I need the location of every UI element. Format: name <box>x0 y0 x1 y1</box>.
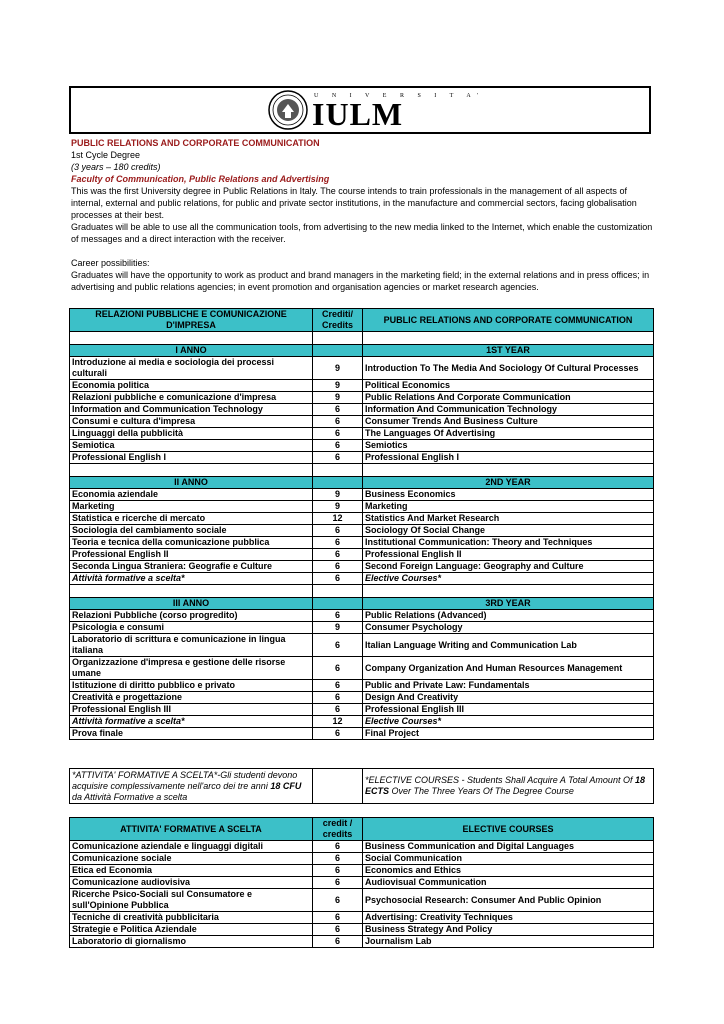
course-en: Company Organization And Human Resources Management <box>363 657 654 680</box>
year-it: I ANNO <box>70 345 313 357</box>
table-row <box>70 877 654 889</box>
table-row <box>70 404 654 416</box>
course-credits: 6 <box>313 573 363 585</box>
course-it: Prova finale <box>70 728 313 740</box>
course-en: Business Strategy And Policy <box>363 924 654 936</box>
course-credits: 6 <box>313 561 363 573</box>
year-en: 1ST YEAR <box>363 345 654 357</box>
course-credits: 6 <box>313 704 363 716</box>
course-credits: 6 <box>313 404 363 416</box>
course-en: Institutional Communication: Theory and Techniques <box>363 537 654 549</box>
year-en: 3RD YEAR <box>363 598 654 610</box>
header-credits: Crediti/ Credits <box>313 309 363 332</box>
course-it: Economia aziendale <box>70 489 313 501</box>
course-it: Semiotica <box>70 440 313 452</box>
table-row <box>70 657 654 680</box>
table-row <box>70 704 654 716</box>
intro-paragraph-2: Graduates will be able to use all the communication tools, from advertising to the new media linked to the Internet, which enable the customization of messages and a direct interaction with the receiver. <box>71 222 653 244</box>
course-credits: 6 <box>313 889 363 912</box>
table-row <box>70 537 654 549</box>
course-en: Journalism Lab <box>363 936 654 948</box>
table-row <box>70 728 654 740</box>
table-row <box>70 416 654 428</box>
iulm-logo <box>268 90 484 132</box>
year-header <box>70 345 654 357</box>
course-en: Italian Language Writing and Communication Lab <box>363 634 654 657</box>
course-en: Professional English I <box>363 452 654 464</box>
table-row <box>70 380 654 392</box>
course-it: Consumi e cultura d'impresa <box>70 416 313 428</box>
table-row <box>70 865 654 877</box>
table-row <box>70 924 654 936</box>
course-it: Seconda Lingua Straniera: Geografie e Culture <box>70 561 313 573</box>
degree-duration: (3 years – 180 credits) <box>71 162 161 172</box>
course-en: Public Relations (Advanced) <box>363 610 654 622</box>
course-en: The Languages Of Advertising <box>363 428 654 440</box>
table-row <box>70 853 654 865</box>
course-credits: 6 <box>313 680 363 692</box>
elective-table <box>69 817 654 948</box>
year-header <box>70 598 654 610</box>
course-credits: 6 <box>313 537 363 549</box>
header-it: RELAZIONI PUBBLICHE E COMUNICAZIONE D'IMPRESA <box>70 309 313 332</box>
course-en: Advertising: Creativity Techniques <box>363 912 654 924</box>
course-it: Attività formative a scelta* <box>70 573 313 585</box>
course-en: Economics and Ethics <box>363 865 654 877</box>
course-it: Economia politica <box>70 380 313 392</box>
course-en: Elective Courses* <box>363 716 654 728</box>
course-credits: 9 <box>313 392 363 404</box>
course-it: Creatività e progettazione <box>70 692 313 704</box>
course-it: Relazioni Pubbliche (corso progredito) <box>70 610 313 622</box>
course-credits: 9 <box>313 489 363 501</box>
course-en: Information And Communication Technology <box>363 404 654 416</box>
course-credits: 6 <box>313 936 363 948</box>
table-row <box>70 549 654 561</box>
course-it: Comunicazione sociale <box>70 853 313 865</box>
course-credits: 6 <box>313 841 363 853</box>
course-it: Organizzazione d'impresa e gestione delle risorse umane <box>70 657 313 680</box>
course-en: Second Foreign Language: Geography and Culture <box>363 561 654 573</box>
table-row <box>70 561 654 573</box>
course-table-header <box>70 309 654 332</box>
intro-section <box>71 137 656 293</box>
header-credits: credit / credits <box>313 818 363 841</box>
course-en: Semiotics <box>363 440 654 452</box>
course-credits: 6 <box>313 692 363 704</box>
table-row <box>70 501 654 513</box>
elective-table-header <box>70 818 654 841</box>
course-it: Introduzione ai media e sociologia dei processi culturali <box>70 357 313 380</box>
table-row <box>70 452 654 464</box>
table-row <box>70 610 654 622</box>
year-it: III ANNO <box>70 598 313 610</box>
course-credits: 9 <box>313 380 363 392</box>
course-credits: 6 <box>313 452 363 464</box>
note-en: *ELECTIVE COURSES - Students Shall Acquire A Total Amount Of 18 ECTS Over The Three Years Of The Degree Course <box>363 769 654 804</box>
course-en: Consumer Psychology <box>363 622 654 634</box>
university-seal-icon <box>268 90 308 130</box>
table-row <box>70 428 654 440</box>
table-row <box>70 440 654 452</box>
course-credits: 9 <box>313 622 363 634</box>
course-it: Professional English I <box>70 452 313 464</box>
logo-name: IULM <box>312 96 404 132</box>
elective-note-table <box>69 768 654 804</box>
table-row <box>70 936 654 948</box>
header-en: ELECTIVE COURSES <box>363 818 654 841</box>
course-it: Statistica e ricerche di mercato <box>70 513 313 525</box>
course-en: Political Economics <box>363 380 654 392</box>
table-row <box>70 634 654 657</box>
course-en: Consumer Trends And Business Culture <box>363 416 654 428</box>
course-title: PUBLIC RELATIONS AND CORPORATE COMMUNICATION <box>71 138 320 148</box>
course-credits: 6 <box>313 440 363 452</box>
course-it: Tecniche di creatività pubblicitaria <box>70 912 313 924</box>
year-it: II ANNO <box>70 477 313 489</box>
course-it: Attività formative a scelta* <box>70 716 313 728</box>
course-credits: 6 <box>313 549 363 561</box>
course-en: Social Communication <box>363 853 654 865</box>
course-credits: 6 <box>313 877 363 889</box>
course-credits: 12 <box>313 716 363 728</box>
course-it: Psicologia e consumi <box>70 622 313 634</box>
elective-note-row <box>70 769 654 804</box>
course-it: Professional English II <box>70 549 313 561</box>
course-credits: 6 <box>313 865 363 877</box>
course-it: Linguaggi della pubblicità <box>70 428 313 440</box>
course-en: Professional English III <box>363 704 654 716</box>
table-row <box>70 392 654 404</box>
table-row <box>70 525 654 537</box>
course-it: Istituzione di diritto pubblico e privato <box>70 680 313 692</box>
course-en: Business Economics <box>363 489 654 501</box>
faculty-name: Faculty of Communication, Public Relations and Advertising <box>71 174 330 184</box>
table-row <box>70 573 654 585</box>
table-row <box>70 513 654 525</box>
course-en: Marketing <box>363 501 654 513</box>
course-it: Comunicazione aziendale e linguaggi digitali <box>70 841 313 853</box>
course-en: Final Project <box>363 728 654 740</box>
course-credits: 6 <box>313 525 363 537</box>
table-row <box>70 622 654 634</box>
table-row <box>70 692 654 704</box>
table-row <box>70 716 654 728</box>
course-credits: 6 <box>313 657 363 680</box>
course-it: Professional English III <box>70 704 313 716</box>
course-credits: 9 <box>313 501 363 513</box>
year-en: 2ND YEAR <box>363 477 654 489</box>
course-it: Teoria e tecnica della comunicazione pubblica <box>70 537 313 549</box>
course-en: Public and Private Law: Fundamentals <box>363 680 654 692</box>
year-header <box>70 477 654 489</box>
course-table <box>69 308 654 740</box>
course-en: Elective Courses* <box>363 573 654 585</box>
intro-paragraph-1: This was the first University degree in Public Relations in Italy. The course intends to train professionals in the management of all aspects of internal, external and public relations, for public and private sector institutions, in the manufacture and commercial sectors, facing globalisation processes at their best. <box>71 186 637 220</box>
course-credits: 6 <box>313 610 363 622</box>
course-en: Design And Creativity <box>363 692 654 704</box>
course-it: Marketing <box>70 501 313 513</box>
course-it: Sociologia del cambiamento sociale <box>70 525 313 537</box>
course-en: Professional English II <box>363 549 654 561</box>
course-en: Public Relations And Corporate Communication <box>363 392 654 404</box>
course-credits: 12 <box>313 513 363 525</box>
career-label: Career possibilities: <box>71 258 150 268</box>
course-en: Psychosocial Research: Consumer And Public Opinion <box>363 889 654 912</box>
course-credits: 6 <box>313 634 363 657</box>
course-credits: 6 <box>313 912 363 924</box>
degree-level: 1st Cycle Degree <box>71 150 141 160</box>
course-credits: 6 <box>313 924 363 936</box>
table-row <box>70 841 654 853</box>
table-row <box>70 889 654 912</box>
course-it: Ricerche Psico-Sociali sul Consumatore e sull'Opinione Pubblica <box>70 889 313 912</box>
course-en: Business Communication and Digital Languages <box>363 841 654 853</box>
course-en: Sociology Of Social Change <box>363 525 654 537</box>
course-en: Audiovisual Communication <box>363 877 654 889</box>
course-it: Strategie e Politica Aziendale <box>70 924 313 936</box>
header-it: ATTIVITA' FORMATIVE A SCELTA <box>70 818 313 841</box>
course-credits: 6 <box>313 728 363 740</box>
table-row <box>70 357 654 380</box>
course-credits: 6 <box>313 428 363 440</box>
logo-university-text: U N I V E R S I T A' <box>314 93 484 99</box>
course-it: Relazioni pubbliche e comunicazione d'impresa <box>70 392 313 404</box>
course-en: Introduction To The Media And Sociology Of Cultural Processes <box>363 357 654 380</box>
header-en: PUBLIC RELATIONS AND CORPORATE COMMUNICATION <box>363 309 654 332</box>
course-it: Comunicazione audiovisiva <box>70 877 313 889</box>
table-row <box>70 912 654 924</box>
course-it: Laboratorio di giornalismo <box>70 936 313 948</box>
table-row <box>70 680 654 692</box>
course-it: Laboratorio di scrittura e comunicazione in lingua italiana <box>70 634 313 657</box>
course-credits: 6 <box>313 853 363 865</box>
table-row <box>70 489 654 501</box>
course-credits: 6 <box>313 416 363 428</box>
course-it: Information and Communication Technology <box>70 404 313 416</box>
intro-paragraph-3: Graduates will have the opportunity to work as product and brand managers in the marketing field; in the external relations and in press offices; in advertising and public relations agencies; in event promotion and organisation agencies or market research agencies. <box>71 270 650 292</box>
note-it: *ATTIVITA' FORMATIVE A SCELTA*-Gli studenti devono acquisire complessivamente nell'arco dei tre anni 18 CFU da Attività Formative a scelta <box>70 769 313 804</box>
course-en: Statistics And Market Research <box>363 513 654 525</box>
course-it: Etica ed Economia <box>70 865 313 877</box>
course-credits: 9 <box>313 357 363 380</box>
